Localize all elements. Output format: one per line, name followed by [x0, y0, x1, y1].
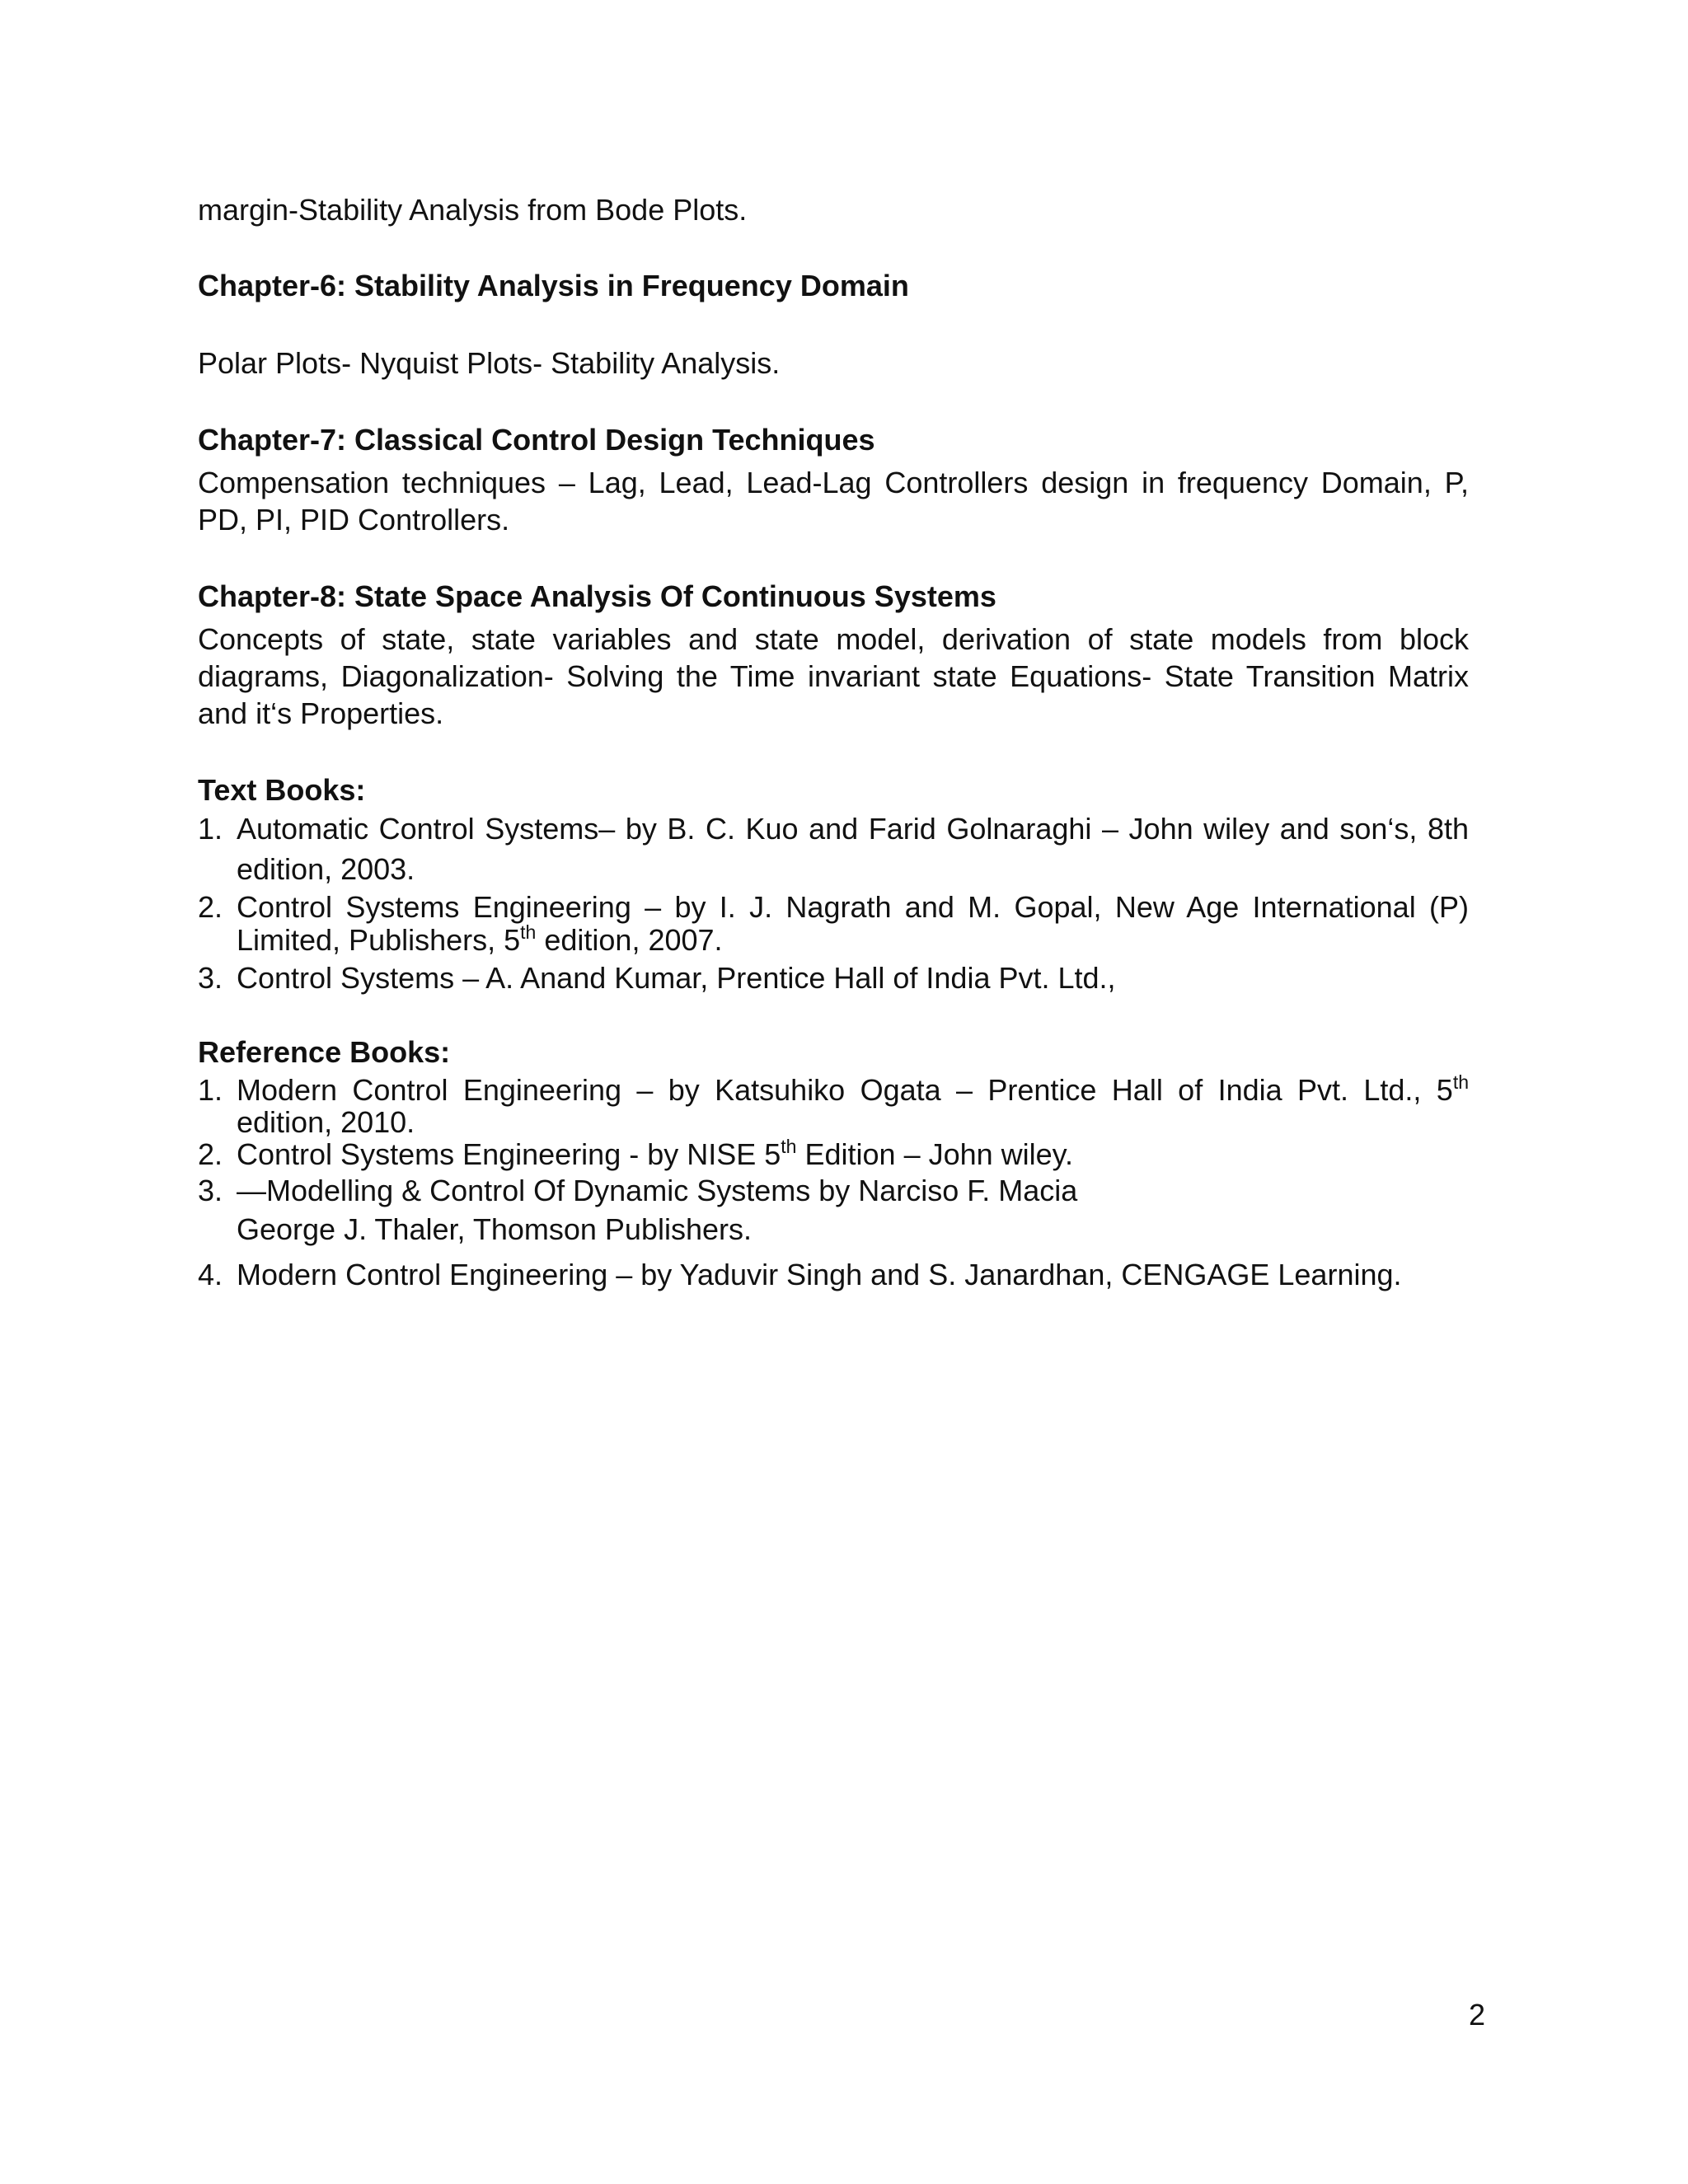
list-text-line: George J. Thaler, Thomson Publishers.	[237, 1212, 752, 1246]
reference-books-heading: Reference Books:	[198, 1035, 451, 1069]
list-text	[237, 891, 1469, 957]
intro-line: margin-Stability Analysis from Bode Plots.	[198, 193, 748, 227]
superscript: th	[1452, 1071, 1469, 1093]
chapter7-body: Compensation techniques – Lag, Lead, Lead-Lag Controllers design in frequency Domain, P, PD, PI, PID Controllers.	[198, 466, 1469, 537]
chapter8-body: Concepts of state, state variables and state model, derivation of state models from block diagrams, Diagonalization- Solving the Time invariant state Equations- State Transition Matrix and it‘s Properties.	[198, 622, 1469, 730]
list-number: 3.	[198, 961, 223, 995]
list-text-part: edition, 2007.	[536, 923, 723, 957]
page-number: 2	[1468, 1998, 1485, 2032]
text-book-item	[198, 891, 1469, 957]
list-number: 2.	[198, 890, 223, 924]
list-text-part: Edition – John wiley.	[796, 1137, 1073, 1171]
text-book-item	[198, 808, 1469, 889]
list-number: 1.	[198, 1073, 223, 1107]
chapter6-body: Polar Plots- Nyquist Plots- Stability Analysis.	[198, 346, 781, 380]
list-text-part: Control Systems Engineering - by NISE 5	[237, 1137, 781, 1171]
list-text-part: edition, 2010.	[237, 1105, 415, 1139]
text-books-list	[198, 808, 1469, 996]
list-text-line: —Modelling & Control Of Dynamic Systems by Narciso F. Macia	[237, 1174, 1078, 1207]
text-book-item	[198, 959, 1469, 996]
chapter8-heading: Chapter-8: State Space Analysis Of Continuous Systems	[198, 579, 996, 613]
list-number: 3.	[198, 1174, 223, 1207]
list-text	[237, 1071, 1469, 1139]
reference-book-item	[198, 1071, 1469, 1139]
list-text: Control Systems – A. Anand Kumar, Prentice Hall of India Pvt. Ltd.,	[237, 961, 1116, 995]
superscript: th	[781, 1136, 797, 1157]
reference-book-item	[198, 1256, 1469, 1293]
text-books-heading: Text Books:	[198, 773, 366, 807]
chapter7-heading: Chapter-7: Classical Control Design Techniques	[198, 423, 875, 457]
superscript: th	[520, 921, 537, 943]
chapter6-heading: Chapter-6: Stability Analysis in Frequency Domain	[198, 269, 909, 302]
page-content	[198, 191, 1469, 1293]
list-text-part: Control Systems Engineering – by I. J. Nagrath and M. Gopal, New Age International (P) Limited, Publishers, 5	[237, 890, 1469, 957]
list-number: 1.	[198, 812, 223, 846]
list-text: Automatic Control Systems– by B. C. Kuo and Farid Golnaraghi – John wiley and son‘s, 8th edition, 2003.	[237, 812, 1469, 886]
reference-book-item	[198, 1138, 1469, 1171]
reference-book-item	[198, 1171, 1469, 1249]
list-text	[237, 1138, 1469, 1171]
list-text: Modern Control Engineering – by Yaduvir Singh and S. Janardhan, CENGAGE Learning.	[237, 1258, 1402, 1291]
list-number: 2.	[198, 1137, 223, 1171]
reference-books-list	[198, 1071, 1469, 1293]
list-text-part: Modern Control Engineering – by Katsuhiko Ogata – Prentice Hall of India Pvt. Ltd., 5	[237, 1073, 1453, 1107]
list-number: 4.	[198, 1258, 223, 1291]
